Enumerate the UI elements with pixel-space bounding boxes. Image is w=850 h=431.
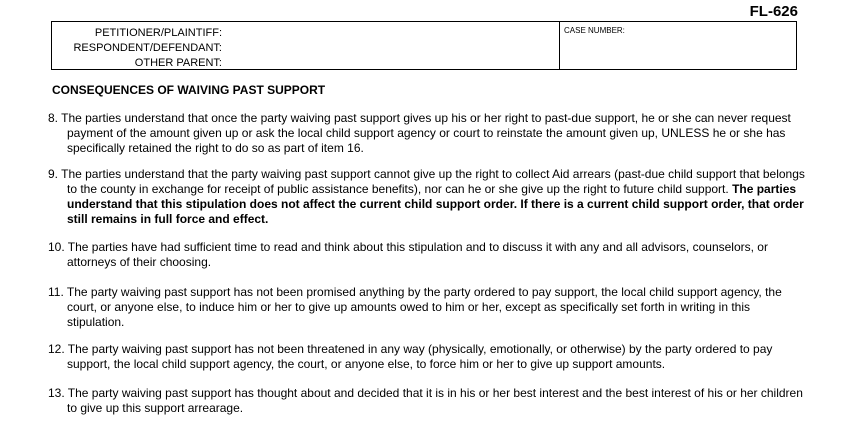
- clause-10: 10. The parties have had sufficient time to read and think about this stipulation and to discuss it with any and all advisors, counselors, or attorneys of their choosing.: [48, 240, 768, 269]
- section-title: CONSEQUENCES OF WAIVING PAST SUPPORT: [52, 83, 326, 97]
- clause-12: 12. The party waiving past support has not been threatened in any way (physically, emotionally, or otherwise) by the party ordered to pay support, the local child support agency, the court, or anyone else, to force him or her to give up support amounts.: [48, 342, 773, 371]
- clause-13: 13. The party waiving past support has thought about and decided that it is in his or her best interest and the best interest of his or her children to give up this support arrearage.: [48, 386, 803, 415]
- clause-9-text: 9. The parties understand that the party waiving past support cannot give up the right to collect Aid arrears (past-due child support that belongs to the county in exchange for receipt of public assistance benefits), nor can he or she give up the right to future child support.: [48, 167, 805, 196]
- clause-9-bold-text: The parties understand that this stipulation does not affect the current child support order. If there is a current child support order, that order still remains in full force and effect.: [67, 182, 804, 226]
- petitioner-label: PETITIONER/PLAINTIFF:: [94, 27, 222, 39]
- form-number: FL-626: [749, 3, 798, 20]
- other-parent-label: OTHER PARENT:: [134, 57, 222, 69]
- clause-8: 8. The parties understand that once the party waiving past support gives up his or her right to past-due support, he or she can never request payment of the amount given up or ask the local child support agency or court to reinstate the amount given up, UNLESS he or she has specifically retained the right to do so as part of item 16.: [48, 111, 791, 155]
- case-caption-box: [51, 21, 797, 70]
- respondent-label: RESPONDENT/DEFENDANT:: [73, 42, 222, 54]
- clause-9: [48, 167, 808, 227]
- clause-11: 11. The party waiving past support has not been promised anything by the party ordered to pay support, the local child support agency, the court, or anyone else, to induce him or her to give up amounts owed to him or her, except as specifically set forth in writing in this stipulation.: [48, 285, 782, 329]
- case-number-label: CASE NUMBER:: [564, 26, 625, 35]
- case-divider: [559, 22, 560, 69]
- party-labels: [52, 26, 222, 71]
